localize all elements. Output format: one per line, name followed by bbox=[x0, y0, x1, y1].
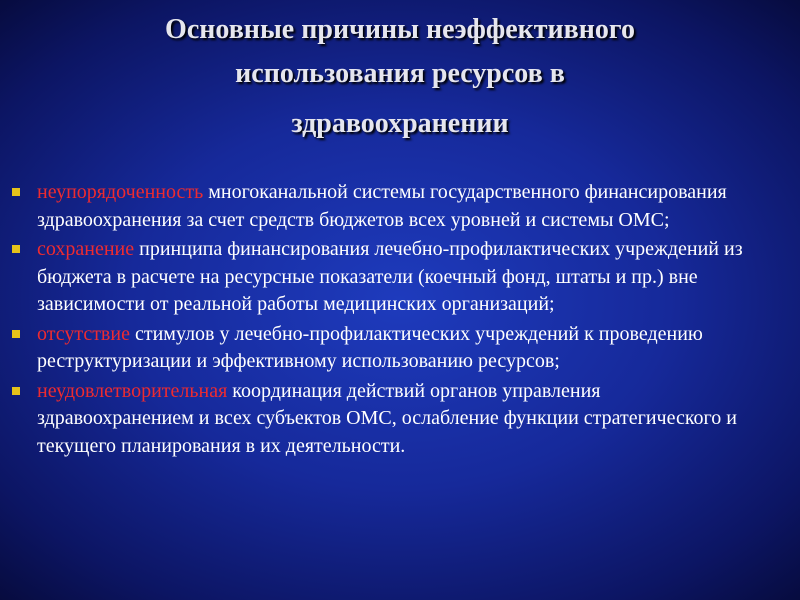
square-bullet-icon bbox=[12, 387, 20, 395]
bullet-item-3 bbox=[0, 321, 800, 376]
square-bullet-icon bbox=[12, 188, 20, 196]
slide-title bbox=[60, 8, 740, 146]
title-line-1: Основные причины неэффективного bbox=[165, 14, 635, 45]
title-line-3: здравоохранении bbox=[291, 108, 509, 139]
bullet-item-1 bbox=[0, 179, 800, 234]
square-bullet-icon bbox=[12, 330, 20, 338]
bullet-text: многоканальной системы государственного финансирования здравоохранения за счет средств бюджетов всех уровней и системы ОМС; bbox=[37, 181, 727, 231]
bullet-list bbox=[0, 179, 800, 462]
bullet-keyword: неупорядоченность bbox=[37, 181, 204, 203]
title-line-2: использования ресурсов в bbox=[235, 58, 565, 89]
bullet-keyword: неудовлетворительная bbox=[37, 379, 228, 402]
bullet-keyword: отсутствие bbox=[37, 322, 130, 345]
bullet-keyword: сохранение bbox=[37, 238, 135, 260]
bullet-item-2 bbox=[0, 236, 800, 319]
bullet-item-4 bbox=[0, 378, 800, 461]
bullet-text: координация действий органов управления здравоохранением и всех субъектов ОМС, ослабление функции стратегического и текущего планирования в их деятельности. bbox=[37, 379, 737, 457]
square-bullet-icon bbox=[12, 245, 20, 253]
bullet-text: принципа финансирования лечебно-профилактических учреждений из бюджета в расчете на ресурсные показатели (коечный фонд, штаты и пр.) вне зависимости от реальной работы медицинских организаций; bbox=[37, 238, 743, 315]
bullet-text: стимулов у лечебно-профилактических учреждений к проведению реструктуризации и эффективному использованию ресурсов; bbox=[37, 322, 703, 372]
